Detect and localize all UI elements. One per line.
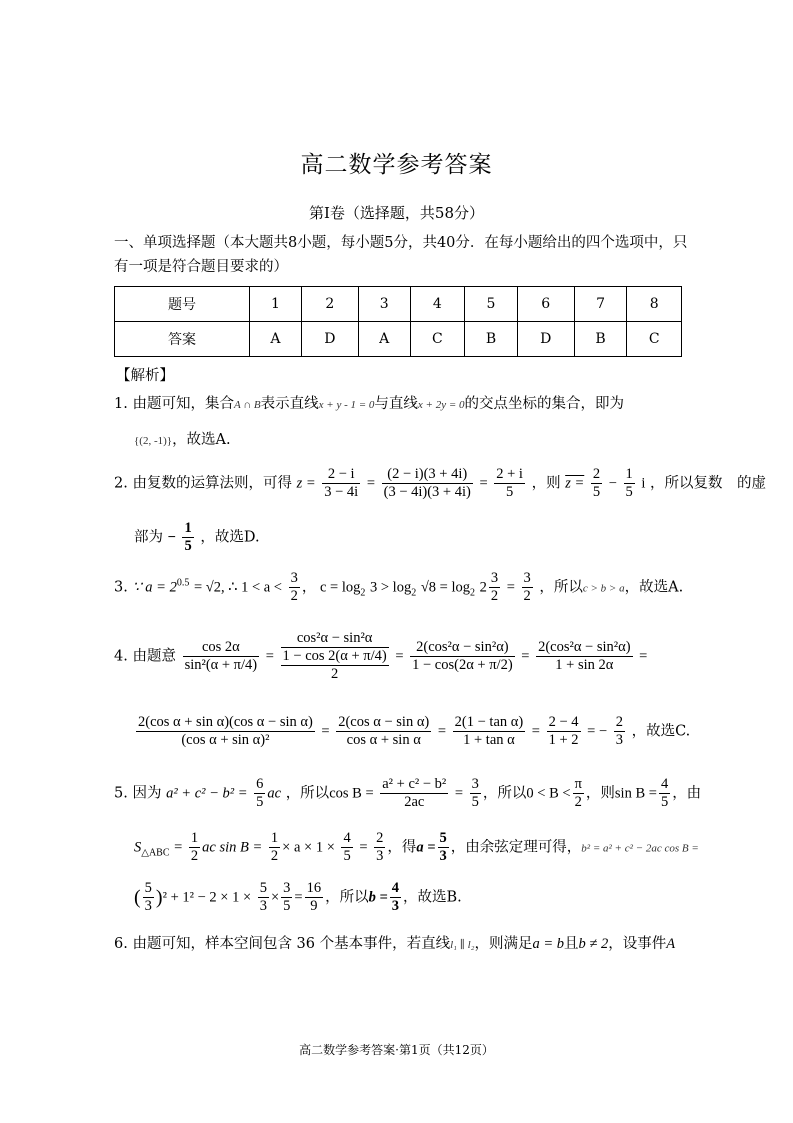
fraction [438,830,449,865]
fraction [269,830,280,865]
fraction [453,714,526,749]
text: ，由余弦定理可得， [450,839,582,856]
fraction [281,880,292,915]
math: × a × 1 × [282,839,335,856]
fraction [591,466,602,501]
text: 与直线 [374,396,418,412]
numerator: 5 [259,880,267,896]
math: z = [296,475,316,492]
math: {(2, -1)} [134,435,173,447]
question-number: 8 [627,287,682,322]
fraction [136,714,315,749]
numerator: 2(cos α − sin α) [338,714,430,730]
answer-cell: B [574,322,627,357]
text: 由题意 [132,648,176,665]
text: 由题可知，集合 [132,396,234,412]
denominator: 5 [660,794,669,810]
fraction [341,830,352,865]
math: i [641,475,646,492]
text: 表示直线 [260,396,319,412]
text: ，则 [585,785,615,802]
answer-row [115,322,682,357]
fraction [281,630,389,683]
numerator: 5 [144,880,152,896]
denominator: 5 [283,898,291,914]
denominator: sin²(α + π/4) [184,657,258,673]
numerator: 4 [391,880,399,896]
denominator: (3 − 4i)(3 + 4i) [383,484,471,500]
numerator: 3 [283,880,291,896]
fraction [382,466,473,501]
solution-number: 6. [114,936,128,952]
denominator: 2 [270,848,279,864]
denominator: 3 [144,898,152,914]
math: sin B = [614,785,657,802]
fraction [494,466,525,501]
math: − [167,529,176,546]
numerator: 2(cos²α − sin²α) [410,639,515,657]
math: ∵ a = 2 [132,579,177,596]
math: 2 [360,587,366,599]
math: × [270,889,280,906]
fraction [390,880,401,915]
math: = [639,648,648,665]
paren-close: ) [155,886,163,909]
denominator: 2 [290,588,298,604]
fraction [489,570,500,605]
question-number-row [115,287,682,322]
denominator: 1 + tan α [463,732,515,748]
fraction [258,880,269,915]
denominator: 1 + 2 [548,732,579,748]
fraction [182,520,193,555]
solution-5-line3 [134,880,462,915]
numerator: cos 2α [183,639,260,657]
numerator: 2 [615,714,623,730]
fraction [659,776,670,811]
denominator: 2 [523,588,531,604]
fraction [305,880,324,915]
numerator: 2 [592,466,601,482]
math: S [134,839,142,856]
fraction [183,639,260,674]
math: − [608,475,617,492]
denominator: 5 [505,484,514,500]
denominator: cos α + sin α [346,732,421,748]
numerator: 2(1 − tan α) [454,714,524,730]
text: ，所以 [539,579,583,596]
row-label-answer: 答案 [115,322,250,357]
solution-number: 3. [114,579,128,596]
denominator: 2 [190,848,199,864]
solution-5-line2 [134,830,699,865]
denominator: 5 [625,484,633,500]
denominator: 3 [259,898,267,914]
math: 2 [411,587,417,599]
math: cos B = [329,785,374,802]
math: A [666,936,676,952]
numerator: 4 [660,776,669,792]
denominator: 5 [184,538,192,554]
solution-number: 2. [114,475,128,492]
text: 因为 [132,785,162,802]
denominator: (cos α + sin α)² [181,732,270,748]
numerator: 16 [306,880,322,896]
math: b² = a² + c² − 2ac cos B = [581,842,699,855]
page-footer: 高二数学参考答案·第1页（共12页） [299,1043,494,1057]
solution-4-line2 [134,714,690,749]
math: √8 = log [420,579,470,596]
fraction [322,466,360,501]
solution-2-line1 [114,466,766,501]
page-title: 高二数学参考答案 [300,152,493,178]
math: x + 2y = 0 [417,399,465,411]
numerator: 6 [256,776,264,792]
text: ，所以 [285,785,330,802]
denominator: 2ac [404,794,425,810]
text: 且 [564,936,579,952]
text: 部为 [134,529,163,546]
paren-open: ( [134,886,141,909]
math: a² + c² − b² = [166,785,248,802]
numerator: a² + c² − b² [382,776,447,792]
math: 0 < B < [526,785,571,802]
denominator: 5 [343,848,351,864]
math: = [531,723,540,740]
answer-cell: C [410,322,465,357]
analysis-label: 【解析】 [116,368,174,384]
math: A ∩ B [233,399,261,411]
text: ，得 [387,839,417,856]
numerator: 3 [290,570,298,586]
fraction [522,570,533,605]
solution-number: 1. [114,396,128,412]
numerator: 2 − 4 [548,714,579,730]
math: = [479,475,488,492]
numerator: 3 [471,776,479,792]
denominator: 2 [574,794,582,810]
fraction [254,776,265,811]
text: ，设事件 [608,936,667,952]
solution-1-line1 [114,394,624,415]
math: = − [587,723,608,740]
fraction [614,714,625,749]
solution-2-line2 [134,520,260,555]
fraction [470,776,481,811]
fraction [536,639,632,674]
math: = [265,648,274,665]
math: ， c = log [301,579,361,596]
numerator: (2 − i)(3 + 4i) [382,466,473,484]
denominator: 3 [376,848,384,864]
denominator: 2 [490,588,499,604]
answer-cell: A [358,322,410,357]
math: a = [416,839,436,856]
math: 2 [479,579,487,596]
question-number: 5 [465,287,518,322]
numerator: cos²α − sin²α [281,630,389,648]
text: ，所以 [325,889,369,906]
numerator: 2 [376,830,384,846]
math: = [321,723,330,740]
answer-table [114,286,682,357]
text: ，则满足 [474,936,533,952]
row-label-question: 题号 [115,287,250,322]
math: = [521,648,530,665]
math: = [437,723,447,740]
denominator: 1 − cos(2α + π/2) [412,657,513,673]
denominator: 9 [310,898,318,914]
numerator: 4 [343,830,351,846]
answer-cell: D [301,322,358,357]
fraction [374,830,385,865]
math: ac sin B = [202,839,263,856]
text: 的交点坐标的集合，即为 [464,396,625,412]
math: ² + 1² − 2 × 1 × [162,889,252,906]
question-number: 2 [301,287,358,322]
question-number: 7 [574,287,627,322]
math: c > b > a [582,582,625,595]
denominator: 5 [471,794,479,810]
fraction [573,776,584,811]
numerator: 1 [625,466,633,482]
solution-4-line1 [114,630,647,683]
section-heading-line2: 有一项是符合题目要求的） [114,259,288,275]
math: = [454,785,464,802]
text: ，故选D. [200,529,260,546]
math: 0.5 [176,577,190,589]
solution-number: 5. [114,785,128,802]
numerator: 2 − i [322,466,360,484]
numerator: π [574,776,582,792]
math: l₁ ∥ l₂ [450,939,475,951]
solution-5-line1 [114,776,701,811]
numerator: 2(cos α + sin α)(cos α − sin α) [138,714,313,730]
math: △ABC [141,847,170,859]
denominator: 3 [615,732,623,748]
solution-3 [114,570,683,605]
solution-1-line2 [134,430,231,451]
fraction [410,639,515,674]
text: ，故选C. [631,723,691,740]
fraction [624,466,635,501]
math: b ≠ 2 [578,936,609,952]
solution-6-line1 [114,934,675,955]
math: a = b [532,936,565,952]
denominator: 5 [592,484,601,500]
question-number: 4 [410,287,465,322]
numerator: 1 [184,520,192,536]
question-number: 6 [517,287,574,322]
section-title: 第Ⅰ卷（选择题，共58分） [308,204,484,222]
math: z = [565,475,585,492]
math: = [359,839,368,856]
answer-cell: C [627,322,682,357]
math: = [366,475,375,492]
math: 3 > log [369,579,412,596]
text: 由题可知，样本空间包含 36 个基本事件，若直线 [132,936,451,952]
denominator: 3 [391,898,399,914]
section-heading-line1: 一、单项选择题（本大题共8小题，每小题5分，共40分．在每小题给出的四个选项中，只 [114,235,688,251]
numerator: 3 [523,570,531,586]
fraction [189,830,200,865]
denominator: 5 [256,794,264,810]
text: ，由 [672,785,702,802]
fraction [336,714,431,749]
text: ，所以复数 的虚 [650,475,767,492]
numerator: 1 [270,830,279,846]
denominator: 2 [330,666,339,682]
question-number: 3 [358,287,410,322]
answer-cell: D [517,322,574,357]
question-number: 1 [250,287,302,322]
numerator: 1 [190,830,199,846]
math: 2 [469,587,475,599]
denominator: 3 − 4i [324,484,359,500]
math: = [294,889,303,906]
math: = √2, ∴ 1 < a < [193,579,282,596]
math: x + y - 1 = 0 [318,399,375,411]
denominator: 1 + sin 2α [555,657,614,673]
answer-cell: A [250,322,302,357]
math: ac [267,785,282,802]
text: ，故选B. [403,889,462,906]
text: ，故选A. [172,432,231,448]
numerator: 5 [439,830,447,846]
math: = [395,648,404,665]
fraction [143,880,154,915]
fraction [380,776,448,811]
math: = [174,839,183,856]
text: ，故选A. [624,579,684,596]
denominator: 1 − cos 2(α + π/4) [282,648,387,664]
fraction [547,714,581,749]
fraction [289,570,300,605]
math: = [506,579,515,596]
numerator: 2(cos²α − sin²α) [538,639,631,655]
numerator: 2 + i [496,466,523,482]
solution-number: 4. [114,648,128,665]
denominator: 3 [439,848,447,864]
math: b = [368,889,388,906]
text: ，则 [531,475,561,492]
text: ，所以 [482,785,527,802]
answer-cell: B [465,322,518,357]
numerator: 3 [490,570,499,586]
text: 由复数的运算法则，可得 [132,475,292,492]
